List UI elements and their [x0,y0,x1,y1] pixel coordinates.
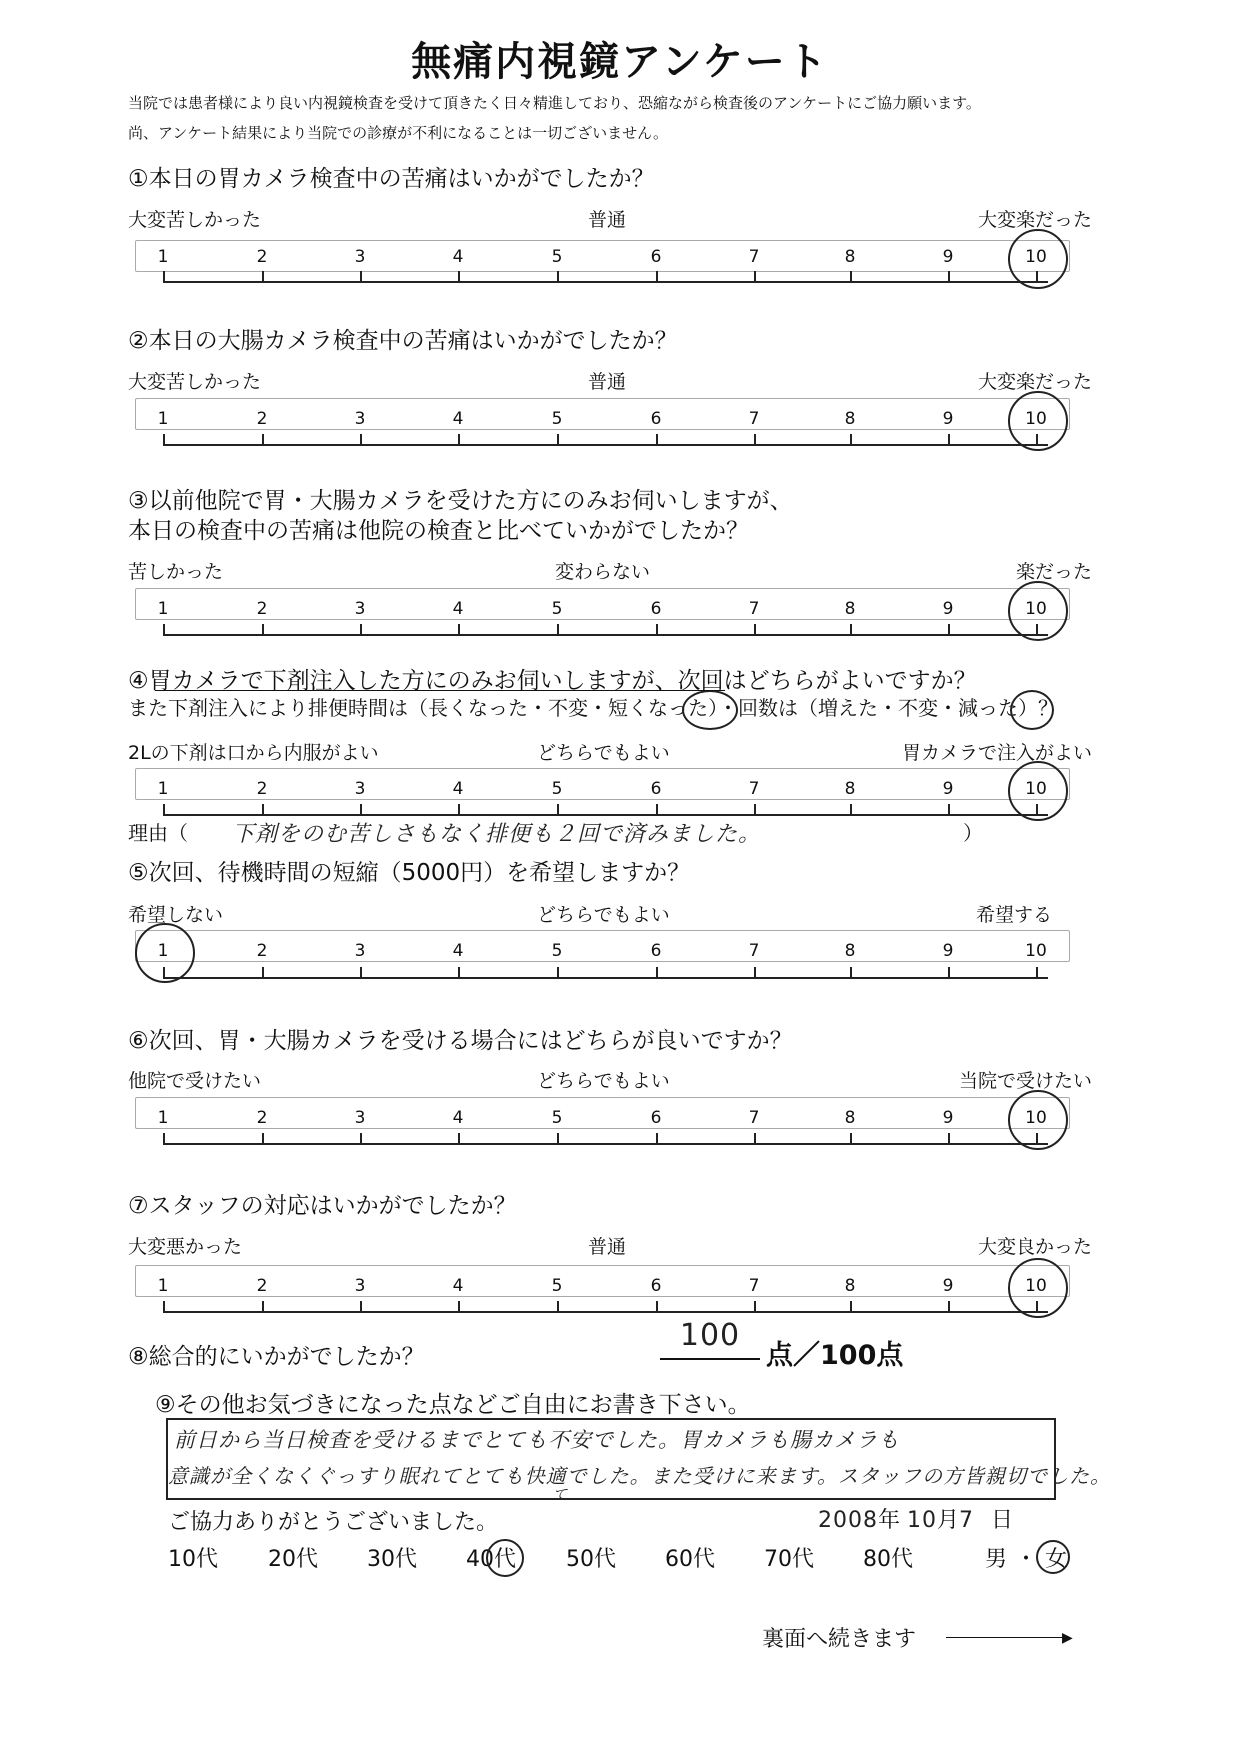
q4-tick [948,804,950,814]
q7-option-10[interactable]: 10 [1025,1276,1047,1296]
q3-tick [163,624,165,634]
q5-tick [458,967,460,977]
q4-selected-circle [1008,761,1068,821]
q3-tick [754,624,756,634]
q6-option-8[interactable]: 8 [844,1108,856,1128]
q4-tick [163,804,165,814]
q1-tick [262,271,264,281]
q2-tick [948,434,950,444]
q3-tick [360,624,362,634]
q3-tick [557,624,559,634]
q7-scale-line [163,1311,1048,1313]
q7-tick [458,1301,460,1311]
q8-text: ⑧総合的にいかがでしたか？ [128,1344,425,1370]
q1-scale-line [163,281,1048,283]
q6-label-middle: どちらでもよい [537,1070,670,1092]
q1-tick [754,271,756,281]
q5-tick [557,967,559,977]
q2-tick [557,434,559,444]
gender-female[interactable]: 女 [1045,1547,1068,1572]
q3-label-right: 楽だった [1015,561,1092,583]
q3-option-3[interactable]: 3 [354,599,366,619]
q1-label-middle: 普通 [588,209,627,231]
q2-tick [163,434,165,444]
q2-option-6[interactable]: 6 [650,409,662,429]
q4-option-10[interactable]: 10 [1025,779,1047,799]
q3-option-5[interactable]: 5 [551,599,563,619]
q4-label-left: 2Lの下剤は口から内服がよい [128,742,379,764]
q1-option-6[interactable]: 6 [650,247,662,267]
continue-arrow-line [946,1637,1068,1638]
reason-close: ） [963,821,983,845]
reason-handwritten[interactable]: 下剤をのむ苦しさもなく排便も２回で済みました。 [232,822,762,847]
q2-label-left: 大変苦しかった [128,371,262,393]
q2-option-4[interactable]: 4 [452,409,464,429]
q6-selected-circle [1008,1090,1068,1150]
q1-label-right: 大変楽だった [977,209,1092,231]
arrow-right-icon: ▶ [1062,1630,1073,1646]
q2-label-middle: 普通 [588,371,627,393]
q6-option-9[interactable]: 9 [942,1108,954,1128]
q7-option-9[interactable]: 9 [942,1276,954,1296]
q2-label-right: 大変楽だった [977,371,1092,393]
q2-option-1[interactable]: 1 [157,409,169,429]
q4-option-3[interactable]: 3 [354,779,366,799]
date-month[interactable]: 10 [907,1508,938,1533]
q1-tick [850,271,852,281]
q2-tick [850,434,852,444]
gender-male[interactable]: 男 [985,1547,1008,1572]
q3-option-4[interactable]: 4 [452,599,464,619]
q6-scale-line [163,1143,1048,1145]
q5-label-middle: どちらでもよい [537,904,670,926]
q7-label-middle: 普通 [588,1236,627,1258]
date-day[interactable]: 7 [959,1508,975,1533]
age-option-10代[interactable]: 10代 [168,1547,218,1572]
q3-option-1[interactable]: 1 [157,599,169,619]
q1-tick [360,271,362,281]
q3-text-2: 本日の検査中の苦痛は他院の検査と比べていかがでしたか？ [128,518,749,544]
q1-selected-circle [1008,229,1068,289]
q3-tick [850,624,852,634]
q5-label-left: 希望しない [128,904,224,926]
intro-line-1: 当院では患者様により良い内視鏡検査を受けて頂きたく日々精進しており、恐縮ながら検査後のアンケートにご協力願います。 [128,94,981,112]
q4-option-5[interactable]: 5 [551,779,563,799]
q6-tick [754,1133,756,1143]
page-title: 無痛内視鏡アンケート [411,39,829,85]
q2-text: ②本日の大腸カメラ検査中の苦痛はいかがでしたか？ [128,328,678,354]
q4-scale-line [163,814,1048,816]
q7-tick [163,1301,165,1311]
q1-label-left: 大変苦しかった [128,209,262,231]
date-year-label: 年 [878,1508,901,1533]
q7-option-1[interactable]: 1 [157,1276,169,1296]
q6-label-left: 他院で受けたい [128,1070,262,1092]
q2-option-2[interactable]: 2 [256,409,268,429]
age-option-50代[interactable]: 50代 [566,1547,616,1572]
q4-tick [850,804,852,814]
q6-option-7[interactable]: 7 [748,1108,760,1128]
q3-tick [656,624,658,634]
q6-text: ⑥次回、胃・大腸カメラを受ける場合にはどちらが良いですか？ [128,1028,793,1054]
q6-tick [163,1133,165,1143]
q4-tick [458,804,460,814]
q4-option-1[interactable]: 1 [157,779,169,799]
q4-option-2[interactable]: 2 [256,779,268,799]
q5-option-10[interactable]: 10 [1025,941,1047,961]
q4-tick [262,804,264,814]
q7-option-8[interactable]: 8 [844,1276,856,1296]
q1-option-2[interactable]: 2 [256,247,268,267]
q1-tick [948,271,950,281]
q7-tick [754,1301,756,1311]
q3-tick [948,624,950,634]
q7-tick [262,1301,264,1311]
age-option-60代[interactable]: 60代 [665,1547,715,1572]
q1-option-9[interactable]: 9 [942,247,954,267]
q6-tick [262,1133,264,1143]
q3-text: ③以前他院で胃・大腸カメラを受けた方にのみお伺いしますが、 [128,488,793,514]
q4-text: ④胃カメラで下剤注入した方にのみお伺いしますが、次回はどちらがよいですか？ [128,668,977,694]
q5-tick [1036,967,1038,977]
q7-label-right: 大変良かった [977,1236,1092,1258]
q2-tick [458,434,460,444]
q6-option-5[interactable]: 5 [551,1108,563,1128]
q1-tick [557,271,559,281]
q1-option-10[interactable]: 10 [1025,247,1047,267]
q5-selected-circle [135,923,195,983]
q5-option-4[interactable]: 4 [452,941,464,961]
q2-tick [754,434,756,444]
q4-tick [656,804,658,814]
q4-label-middle: どちらでもよい [537,742,670,764]
q4-option-7[interactable]: 7 [748,779,760,799]
q1-tick [163,271,165,281]
comment-line-2: 意識が全くなくぐっすり眠れてとても快適でした。また受けに来ます。スタッフの方皆親切でした。 [168,1464,1111,1488]
q6-option-4[interactable]: 4 [452,1108,464,1128]
q5-option-7[interactable]: 7 [748,941,760,961]
q2-option-7[interactable]: 7 [748,409,760,429]
q3-option-9[interactable]: 9 [942,599,954,619]
age-option-40代[interactable]: 40代 [466,1547,516,1572]
q3-selected-circle [1008,581,1068,641]
q1-text: ①本日の胃カメラ検査中の苦痛はいかがでしたか？ [128,166,655,192]
q7-label-left: 大変悪かった [128,1236,243,1258]
q1-option-5[interactable]: 5 [551,247,563,267]
q7-tick [850,1301,852,1311]
q8-score[interactable]: 100 [679,1318,741,1353]
q4-tick [754,804,756,814]
q1-option-4[interactable]: 4 [452,247,464,267]
continue-text: 裏面へ続きます [762,1627,917,1652]
q4-option-8[interactable]: 8 [844,779,856,799]
q7-tick [656,1301,658,1311]
q8-score-underline [660,1358,760,1360]
q2-tick [262,434,264,444]
q7-option-5[interactable]: 5 [551,1276,563,1296]
q6-tick [656,1133,658,1143]
date-year[interactable]: 2008 [818,1508,878,1533]
q4-text-2: また下剤注入により排便時間は（長くなった・不変・短くなった）・回数は（増えた・不変・減った）？ [128,696,1058,720]
q6-tick [850,1133,852,1143]
q4-option-4[interactable]: 4 [452,779,464,799]
q2-option-5[interactable]: 5 [551,409,563,429]
q2-scale-line [163,444,1048,446]
q3-option-10[interactable]: 10 [1025,599,1047,619]
q7-tick [557,1301,559,1311]
q6-option-6[interactable]: 6 [650,1108,662,1128]
age-option-70代[interactable]: 70代 [764,1547,814,1572]
q3-tick [458,624,460,634]
q5-label-right: 希望する [975,904,1052,926]
q8-suffix: 点／100点 [766,1340,904,1371]
intro-line-2: 尚、アンケート結果により当院での診療が不利になることは一切ございません。 [128,124,669,142]
q5-option-3[interactable]: 3 [354,941,366,961]
q6-tick [360,1133,362,1143]
q3-option-8[interactable]: 8 [844,599,856,619]
q2-option-8[interactable]: 8 [844,409,856,429]
q2-option-3[interactable]: 3 [354,409,366,429]
q2-tick [656,434,658,444]
date-month-label: 月 [937,1508,960,1533]
q7-selected-circle [1008,1258,1068,1318]
q5-tick [262,967,264,977]
q6-tick [557,1133,559,1143]
q7-option-6[interactable]: 6 [650,1276,662,1296]
comment-insert: て [553,1487,568,1503]
q6-tick [948,1133,950,1143]
q1-option-1[interactable]: 1 [157,247,169,267]
q5-text: ⑤次回、待機時間の短縮（5000円）を希望しますか？ [128,860,691,886]
q4-count-selected-circle [1010,690,1054,730]
date [818,1503,1013,1534]
q5-option-6[interactable]: 6 [650,941,662,961]
q1-tick [458,271,460,281]
q4-label-right: 胃カメラで注入がよい [901,742,1092,764]
q5-option-9[interactable]: 9 [942,941,954,961]
q9-text: ⑨その他お気づきになった点などご自由にお書き下さい。 [155,1392,751,1418]
date-day-label: 日 [991,1508,1014,1533]
q5-tick [360,967,362,977]
q7-option-7[interactable]: 7 [748,1276,760,1296]
q5-tick [656,967,658,977]
q1-option-3[interactable]: 3 [354,247,366,267]
q3-label-left: 苦しかった [128,561,224,583]
q5-option-8[interactable]: 8 [844,941,856,961]
q7-tick [948,1301,950,1311]
q6-option-1[interactable]: 1 [157,1108,169,1128]
q5-scale-line [163,977,1048,979]
age-option-80代[interactable]: 80代 [863,1547,913,1572]
gender-selected-circle [1036,1540,1070,1574]
q3-option-6[interactable]: 6 [650,599,662,619]
q7-tick [360,1301,362,1311]
q6-option-2[interactable]: 2 [256,1108,268,1128]
q2-option-9[interactable]: 9 [942,409,954,429]
age-option-30代[interactable]: 30代 [367,1547,417,1572]
q2-selected-circle [1008,391,1068,451]
q7-text: ⑦スタッフの対応はいかがでしたか？ [128,1193,517,1219]
age-selected-circle [486,1539,524,1577]
q5-option-5[interactable]: 5 [551,941,563,961]
q1-tick [656,271,658,281]
q5-tick [948,967,950,977]
q7-option-3[interactable]: 3 [354,1276,366,1296]
q2-tick [360,434,362,444]
q6-tick [458,1133,460,1143]
q6-option-3[interactable]: 3 [354,1108,366,1128]
q2-option-10[interactable]: 10 [1025,409,1047,429]
q5-tick [850,967,852,977]
q4-time-selected-circle [682,690,738,730]
q4-option-9[interactable]: 9 [942,779,954,799]
q1-option-7[interactable]: 7 [748,247,760,267]
thanks-text: ご協力ありがとうございました。 [168,1510,499,1535]
q6-option-10[interactable]: 10 [1025,1108,1047,1128]
q5-tick [754,967,756,977]
q3-option-7[interactable]: 7 [748,599,760,619]
q3-tick [262,624,264,634]
q1-option-8[interactable]: 8 [844,247,856,267]
q4-option-6[interactable]: 6 [650,779,662,799]
q3-option-2[interactable]: 2 [256,599,268,619]
q5-option-1[interactable]: 1 [157,941,169,961]
q7-option-2[interactable]: 2 [256,1276,268,1296]
q5-option-2[interactable]: 2 [256,941,268,961]
gender-separator: ・ [1015,1547,1038,1572]
q3-scale-line [163,634,1048,636]
q6-label-right: 当院で受けたい [958,1070,1092,1092]
q4-tick [360,804,362,814]
q4-tick [557,804,559,814]
reason-label: 理由（ [128,821,188,845]
q3-label-middle: 変わらない [555,561,651,583]
q7-option-4[interactable]: 4 [452,1276,464,1296]
comment-line-1: 前日から当日検査を受けるまでとても不安でした。胃カメラも腸カメラも [174,1428,900,1452]
age-option-20代[interactable]: 20代 [268,1547,318,1572]
q4-text-underline [155,690,725,691]
